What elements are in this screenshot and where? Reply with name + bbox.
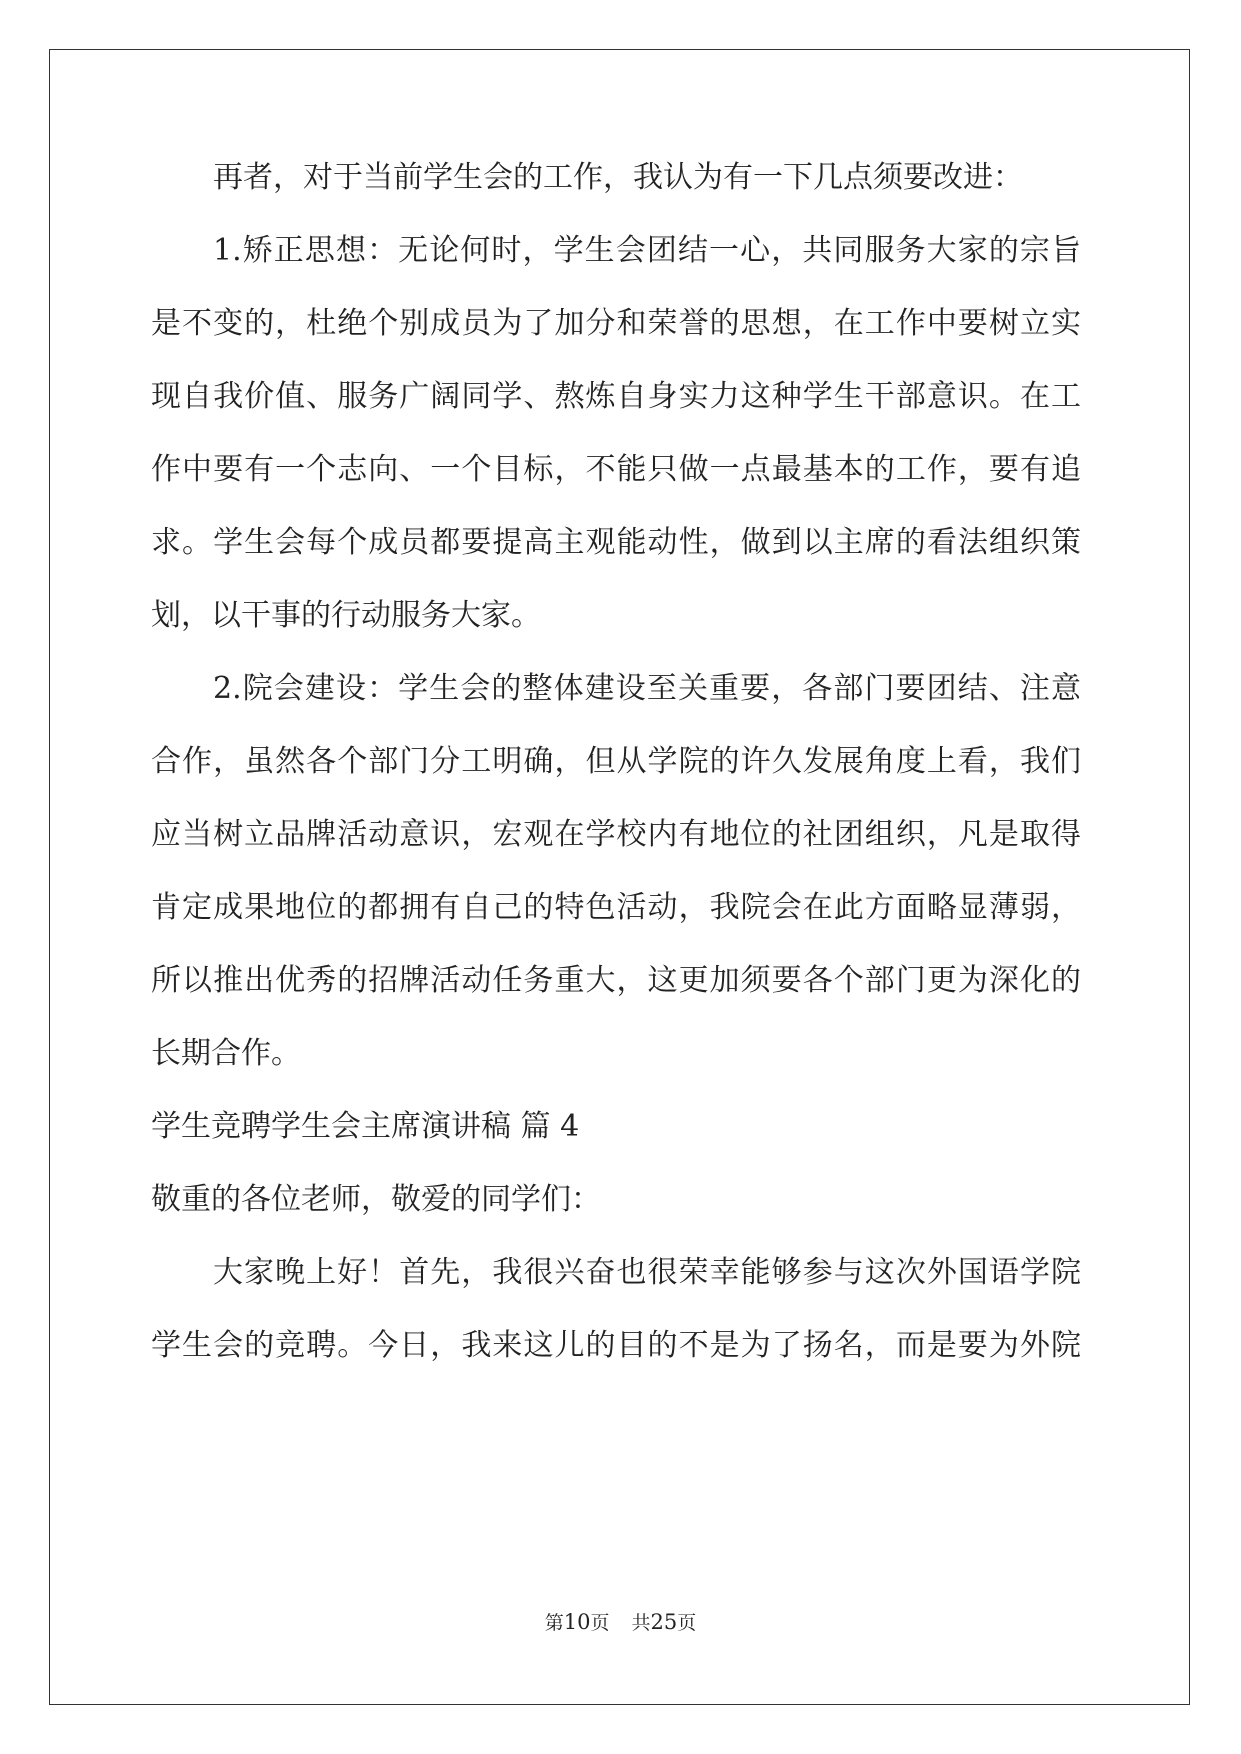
page-border bbox=[49, 49, 1190, 1705]
page-footer bbox=[0, 1610, 1241, 1635]
paragraph-line: 1.矫正思想：无论何时，学生会团结一心，共同服务大家的宗旨 bbox=[213, 233, 1081, 268]
total-pages: 25 bbox=[650, 1610, 678, 1634]
section-heading: 学生竞聘学生会主席演讲稿 篇 4 bbox=[151, 1109, 580, 1144]
paragraph-line: 求。学生会每个成员都要提高主观能动性，做到以主席的看法组织策 bbox=[151, 525, 1081, 560]
total-suffix: 页 bbox=[677, 1612, 697, 1634]
page-prefix: 第 bbox=[544, 1612, 564, 1634]
total-prefix: 共 bbox=[631, 1612, 651, 1634]
page-suffix: 页 bbox=[590, 1612, 610, 1634]
paragraph-line: 划，以干事的行动服务大家。 bbox=[151, 598, 541, 633]
paragraph-line: 学生会的竞聘。今日，我来这儿的目的不是为了扬名，而是要为外院 bbox=[151, 1328, 1081, 1363]
paragraph-line: 作中要有一个志向、一个目标，不能只做一点最基本的工作，要有追 bbox=[151, 452, 1081, 487]
paragraph-line: 应当树立品牌活动意识，宏观在学校内有地位的社团组织，凡是取得 bbox=[151, 817, 1081, 852]
paragraph-line: 长期合作。 bbox=[151, 1036, 301, 1071]
page-number: 10 bbox=[563, 1610, 591, 1634]
paragraph-line: 是不变的，杜绝个别成员为了加分和荣誉的思想，在工作中要树立实 bbox=[151, 306, 1081, 341]
paragraph-line: 所以推出优秀的招牌活动任务重大，这更加须要各个部门更为深化的 bbox=[151, 963, 1081, 998]
paragraph-line: 肯定成果地位的都拥有自己的特色活动，我院会在此方面略显薄弱， bbox=[151, 890, 1081, 925]
paragraph-line: 2.院会建设：学生会的整体建设至关重要，各部门要团结、注意 bbox=[213, 671, 1081, 706]
paragraph-line: 再者，对于当前学生会的工作，我认为有一下几点须要改进： bbox=[213, 160, 1023, 195]
salutation: 敬重的各位老师，敬爱的同学们： bbox=[151, 1182, 601, 1217]
paragraph-line: 合作，虽然各个部门分工明确，但从学院的许久发展角度上看，我们 bbox=[151, 744, 1081, 779]
paragraph-line: 现自我价值、服务广阔同学、熬炼自身实力这种学生干部意识。在工 bbox=[151, 379, 1081, 414]
paragraph-line: 大家晚上好！首先，我很兴奋也很荣幸能够参与这次外国语学院 bbox=[213, 1255, 1081, 1290]
